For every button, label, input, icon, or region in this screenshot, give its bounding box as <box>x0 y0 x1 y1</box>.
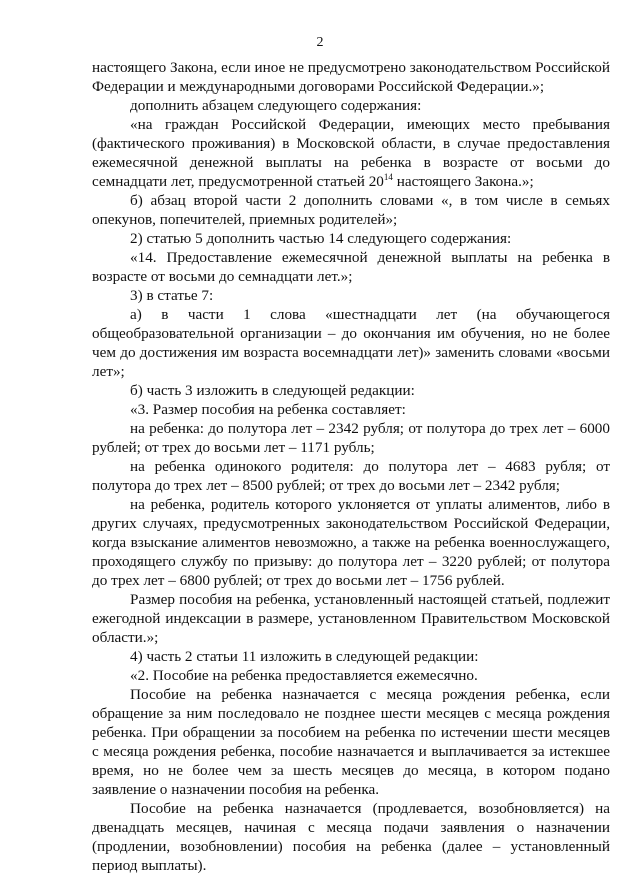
paragraph-16: «2. Пособие на ребенка предоставляется ежемесячно. <box>130 667 478 684</box>
superscript-article-index: 14 <box>383 172 393 182</box>
paragraph-6: «14. Предоставление ежемесячной денежной выплаты на ребенка в возрасте от восьми до семнадцати лет.»; <box>92 249 610 285</box>
page-number: 2 <box>316 35 324 50</box>
paragraph-9: б) часть 3 изложить в следующей редакции: <box>130 382 415 399</box>
document-body <box>92 58 610 875</box>
paragraph-18: Пособие на ребенка назначается (продлевается, возобновляется) на двенадцать месяцев, начиная с месяца подачи заявления о назначении (продлении, возобновлении) пособия на ребенка (далее – установленный период выплаты). <box>92 800 610 874</box>
paragraph-17: Пособие на ребенка назначается с месяца рождения ребенка, если обращение за ним последовало не позднее шести месяцев с месяца рождения ребенка. При обращении за пособием на ребенка по истечении шести месяцев с месяца рождения ребенка, пособие назначается и выплачивается за истекшее время, но не более чем за шесть месяцев до месяца, в котором подано заявление о назначении пособия на ребенка. <box>92 686 610 798</box>
paragraph-8: а) в части 1 слова «шестнадцати лет (на обучающегося общеобразовательной организации – до окончания им обучения, но не более чем до достижения им возраста восемнадцати лет)» заменить словами «восьми лет»; <box>92 306 610 380</box>
paragraph-3: «на граждан Российской Федерации, имеющих место пребывания (фактического проживания) в Московской области, в случае предоставления ежемесячной денежной выплаты на ребенка в возрасте от восьми до семнадцати лет, предусмотренной статьей $20^{14}$ настоящего Закона.»; <box>92 116 610 190</box>
paragraph-5: 2) статью 5 дополнить частью 14 следующего содержания: <box>130 230 512 247</box>
paragraph-14: Размер пособия на ребенка, установленный настоящей статьей, подлежит ежегодной индексации в размере, установленном Правительством Московской области.»; <box>92 591 610 646</box>
paragraph-1: настоящего Закона, если иное не предусмотрено законодательством Российской Федерации и международными договорами Российской Федерации.»; <box>92 59 610 95</box>
paragraph-12: на ребенка одинокого родителя: до полутора лет – 4683 рубля; от полутора до трех лет – 8500 рублей; от трех до восьми лет – 2342 рубля; <box>92 458 610 494</box>
paragraph-7: 3) в статье 7: <box>130 287 214 304</box>
paragraph-2: дополнить абзацем следующего содержания: <box>130 97 422 114</box>
paragraph-4: б) абзац второй части 2 дополнить словами «, в том числе в семьях опекунов, попечителей, приемных родителей»; <box>92 192 610 228</box>
paragraph-15: 4) часть 2 статьи 11 изложить в следующей редакции: <box>130 648 479 665</box>
paragraph-13: на ребенка, родитель которого уклоняется от уплаты алиментов, либо в других случаях, предусмотренных законодательством Российской Федерации, когда взыскание алиментов невозможно, а также на ребенка военнослужащего, проходящего службу по призыву: до полутора лет – 3220 рублей; от полутора до трех лет – 6800 рублей; от трех до восьми лет – 1756 рублей. <box>92 496 610 589</box>
paragraph-11: на ребенка: до полутора лет – 2342 рубля; от полутора до трех лет – 6000 рублей; от трех до восьми лет – 1171 рубль; <box>92 420 610 456</box>
paragraph-10: «3. Размер пособия на ребенка составляет: <box>130 401 406 418</box>
